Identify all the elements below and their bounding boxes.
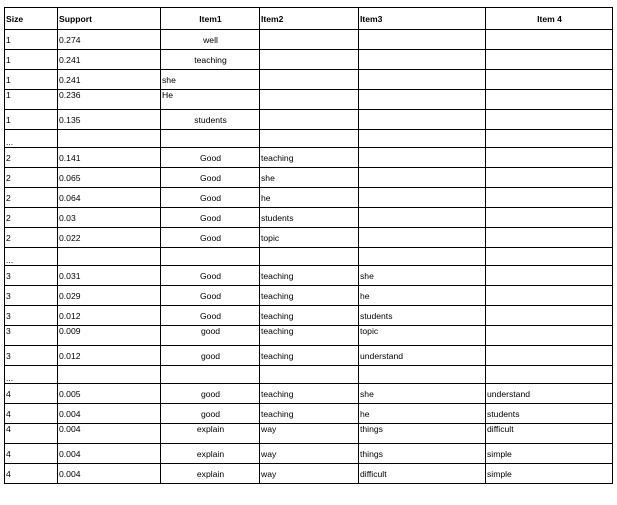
cell-item1: good: [161, 346, 260, 366]
cell-item3: [359, 208, 486, 228]
empty-cell: [58, 130, 161, 148]
cell-item1: He: [161, 90, 260, 110]
cell-item2: way: [260, 424, 359, 444]
cell-item4: [486, 148, 613, 168]
cell-item3: she: [359, 384, 486, 404]
cell-support: 0.012: [58, 346, 161, 366]
cell-item4: [486, 266, 613, 286]
table-row: [5, 148, 613, 168]
empty-cell: [486, 366, 613, 384]
cell-item2: way: [260, 464, 359, 484]
header-item1: Item1: [161, 8, 260, 30]
cell-item2: teaching: [260, 326, 359, 346]
cell-support: 0.029: [58, 286, 161, 306]
table-row: [5, 384, 613, 404]
separator-row: [5, 130, 613, 148]
cell-item3: things: [359, 444, 486, 464]
itemsets-table: [4, 7, 613, 484]
empty-cell: [260, 248, 359, 266]
cell-item1: Good: [161, 188, 260, 208]
table-row: [5, 188, 613, 208]
cell-support: 0.03: [58, 208, 161, 228]
cell-item1: Good: [161, 266, 260, 286]
cell-item1: well: [161, 30, 260, 50]
cell-item1: Good: [161, 306, 260, 326]
cell-item2: [260, 30, 359, 50]
table-row: [5, 228, 613, 248]
cell-item4: [486, 286, 613, 306]
cell-item3: [359, 148, 486, 168]
empty-cell: [260, 366, 359, 384]
empty-cell: [161, 130, 260, 148]
cell-item2: topic: [260, 228, 359, 248]
cell-item2: teaching: [260, 286, 359, 306]
cell-size: 1: [5, 110, 58, 130]
cell-item3: [359, 188, 486, 208]
cell-item4: [486, 208, 613, 228]
cell-item4: [486, 228, 613, 248]
cell-size: 4: [5, 464, 58, 484]
cell-item4: [486, 70, 613, 90]
separator-row: [5, 248, 613, 266]
cell-item1: Good: [161, 228, 260, 248]
empty-cell: [359, 248, 486, 266]
table-row: [5, 110, 613, 130]
table-row: [5, 346, 613, 366]
cell-item3: [359, 30, 486, 50]
cell-item4: [486, 90, 613, 110]
table-row: [5, 444, 613, 464]
table-row: [5, 404, 613, 424]
cell-support: 0.004: [58, 464, 161, 484]
cell-size: 4: [5, 424, 58, 444]
cell-size: 4: [5, 384, 58, 404]
cell-item1: Good: [161, 168, 260, 188]
cell-size: 3: [5, 286, 58, 306]
table-row: [5, 306, 613, 326]
cell-item3: difficult: [359, 464, 486, 484]
cell-item2: teaching: [260, 384, 359, 404]
cell-item1: good: [161, 404, 260, 424]
cell-item4: [486, 188, 613, 208]
empty-cell: [359, 130, 486, 148]
cell-support: 0.241: [58, 70, 161, 90]
cell-support: 0.004: [58, 424, 161, 444]
cell-item2: [260, 90, 359, 110]
cell-item2: teaching: [260, 266, 359, 286]
cell-support: 0.022: [58, 228, 161, 248]
cell-item2: students: [260, 208, 359, 228]
cell-size: 4: [5, 444, 58, 464]
empty-cell: [260, 130, 359, 148]
empty-cell: [58, 366, 161, 384]
cell-size: 2: [5, 188, 58, 208]
cell-support: 0.241: [58, 50, 161, 70]
cell-size: 4: [5, 404, 58, 424]
table-row: [5, 168, 613, 188]
cell-item3: [359, 90, 486, 110]
empty-cell: [359, 366, 486, 384]
cell-item3: topic: [359, 326, 486, 346]
cell-size: 3: [5, 346, 58, 366]
cell-item3: he: [359, 286, 486, 306]
cell-size: 2: [5, 208, 58, 228]
cell-item4: [486, 326, 613, 346]
table-row: [5, 266, 613, 286]
table-row: [5, 70, 613, 90]
cell-item1: teaching: [161, 50, 260, 70]
cell-item1: good: [161, 384, 260, 404]
cell-support: 0.009: [58, 326, 161, 346]
cell-item4: [486, 306, 613, 326]
cell-size: 1: [5, 90, 58, 110]
cell-item3: things: [359, 424, 486, 444]
table-row: [5, 30, 613, 50]
cell-support: 0.064: [58, 188, 161, 208]
cell-item2: [260, 50, 359, 70]
cell-item3: [359, 70, 486, 90]
table-row: [5, 208, 613, 228]
cell-item4: [486, 110, 613, 130]
cell-item1: students: [161, 110, 260, 130]
header-support: Support: [58, 8, 161, 30]
cell-item1: she: [161, 70, 260, 90]
cell-support: 0.236: [58, 90, 161, 110]
empty-cell: [161, 366, 260, 384]
cell-item4: [486, 50, 613, 70]
cell-item2: teaching: [260, 346, 359, 366]
header-item4: Item 4: [486, 8, 613, 30]
cell-size: 3: [5, 306, 58, 326]
header-item2: Item2: [260, 8, 359, 30]
table-row: [5, 286, 613, 306]
cell-item1: good: [161, 326, 260, 346]
cell-support: 0.141: [58, 148, 161, 168]
table-row: [5, 464, 613, 484]
ellipsis-cell: ...: [5, 130, 58, 148]
cell-size: 2: [5, 228, 58, 248]
cell-item2: [260, 70, 359, 90]
table-row: [5, 90, 613, 110]
header-item3: Item3: [359, 8, 486, 30]
cell-item1: explain: [161, 444, 260, 464]
cell-item4: students: [486, 404, 613, 424]
cell-item1: Good: [161, 148, 260, 168]
cell-item4: simple: [486, 444, 613, 464]
cell-item2: she: [260, 168, 359, 188]
cell-item4: simple: [486, 464, 613, 484]
cell-item3: he: [359, 404, 486, 424]
cell-size: 1: [5, 30, 58, 50]
cell-item4: understand: [486, 384, 613, 404]
cell-item2: he: [260, 188, 359, 208]
cell-item3: [359, 168, 486, 188]
cell-support: 0.004: [58, 444, 161, 464]
cell-item3: she: [359, 266, 486, 286]
cell-support: 0.004: [58, 404, 161, 424]
cell-support: 0.274: [58, 30, 161, 50]
header-size: Size: [5, 8, 58, 30]
table-row: [5, 50, 613, 70]
cell-size: 2: [5, 148, 58, 168]
cell-item4: difficult: [486, 424, 613, 444]
table-row: [5, 326, 613, 346]
empty-cell: [486, 248, 613, 266]
cell-item2: teaching: [260, 306, 359, 326]
cell-item4: [486, 30, 613, 50]
table-row: [5, 424, 613, 444]
cell-size: 3: [5, 326, 58, 346]
separator-row: [5, 366, 613, 384]
table-header-row: [5, 8, 613, 30]
cell-support: 0.031: [58, 266, 161, 286]
cell-item1: Good: [161, 286, 260, 306]
cell-size: 1: [5, 50, 58, 70]
ellipsis-cell: ...: [5, 366, 58, 384]
cell-item4: [486, 346, 613, 366]
cell-item1: explain: [161, 424, 260, 444]
cell-item3: understand: [359, 346, 486, 366]
cell-size: 2: [5, 168, 58, 188]
cell-item2: [260, 110, 359, 130]
cell-item3: [359, 50, 486, 70]
empty-cell: [58, 248, 161, 266]
cell-size: 1: [5, 70, 58, 90]
ellipsis-cell: ...: [5, 248, 58, 266]
table-body: [5, 30, 613, 484]
cell-item3: [359, 110, 486, 130]
cell-support: 0.065: [58, 168, 161, 188]
cell-item2: teaching: [260, 148, 359, 168]
cell-item1: Good: [161, 208, 260, 228]
cell-support: 0.135: [58, 110, 161, 130]
cell-item1: explain: [161, 464, 260, 484]
empty-cell: [486, 130, 613, 148]
cell-support: 0.005: [58, 384, 161, 404]
cell-support: 0.012: [58, 306, 161, 326]
cell-item2: way: [260, 444, 359, 464]
cell-item2: teaching: [260, 404, 359, 424]
cell-item4: [486, 168, 613, 188]
cell-size: 3: [5, 266, 58, 286]
empty-cell: [161, 248, 260, 266]
cell-item3: [359, 228, 486, 248]
cell-item3: students: [359, 306, 486, 326]
